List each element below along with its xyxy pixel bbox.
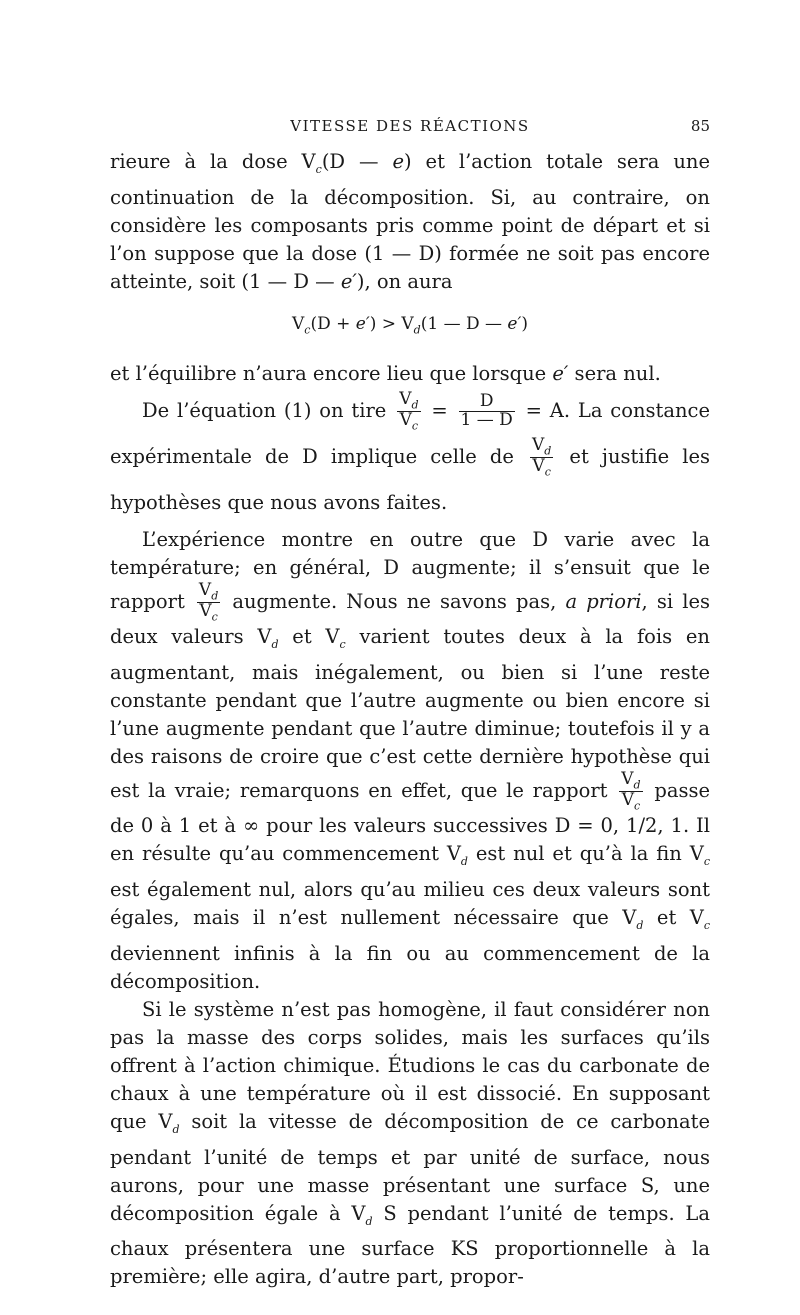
page-body — [110, 148, 710, 1291]
running-header — [110, 117, 710, 139]
fraction-vd-vc: $\frac{V_d}{V_c}$ — [531, 435, 552, 479]
paragraph-5: Si le système n’est pas homogène, il faut considérer non pas la masse des corps solides, mais les surfaces qu’ils offrent à l’action chimique. Étudions le cas du carbonate de chaux à une température où il est dissocié. En supposant que $V_d$ soit la vitesse de décomposition de ce carbonate pendant l’unité de temps et par unité de surface, nous aurons, pour une masse présentant une surface S, une décomposition égale à $V_d$ S pendant l’unité de temps. La chaux présentera une surface KS proportionnelle à la première; elle agira, d’autre part, propor- — [110, 997, 710, 1289]
paragraph-4: L’expérience montre en outre que D varie avec la température; en général, D augmente; il s’ensuit que le rapport $\frac{V_d}{V_c}$ augmente. Nous ne savons pas, a priori, si les deux valeurs $V_d$ et $V_c$ varient toutes deux à la fois en augmentant, mais inégalement, ou bien si l’une reste constante pendant que l’autre augmente ou bien encore si l’une augmente pendant que l’autre diminue; toutefois il y a des raisons de croire que c’est cette dernière hypothèse qui est la vraie; remarquons en effet, que le rapport $\frac{V_d}{V_c}$ passe de 0 à 1 et à ∞ pour les valeurs successives D = 0, 1/2, 1. Il en résulte qu’au commencement $V_d$ est nul et qu’à la fin $V_c$ est également nul, alors qu’au milieu ces deux valeurs sont égales, mais il n’est nullement nécessaire que $V_d$ et $V_c$ deviennent infinis à la fin ou au commencement de la décomposition. — [110, 528, 711, 993]
fraction-d-over-1-minus-d: $\frac{D}{1 — D}$ — [460, 391, 513, 431]
running-title: VITESSE DES RÉACTIONS — [290, 117, 530, 135]
fraction-vd-vc: $\frac{V_d}{V_c}$ — [621, 769, 641, 813]
fraction-vd-vc: $\frac{V_d}{V_c}$ — [399, 389, 419, 433]
equation-inequality: $V_c(D + e') > V_d(1$ — D — e′) — [292, 313, 528, 337]
paragraph-3: De l’équation (1) on tire $\frac{V_d}{V_c}$ = $\frac{D}{1 — D}$ = A. La constance expérimentale de D implique celle de $\frac{V_d}{V_c}$ et justifie les hypothèses que nous avons faites. — [110, 389, 711, 515]
paragraph-2: et l’équilibre n’aura encore lieu que lorsque e′ sera nul. — [110, 362, 661, 386]
page-number: 85 — [690, 117, 710, 135]
paragraph-1: rieure à la dose $V_c(D$ — e) et l’action totale sera une continuation de la décomposition. Si, au contraire, on considère les composants pris comme point de départ et si l’on suppose que la dose (1 — D) formée ne soit pas encore atteinte, soit (1 — D — e′), on aura — [110, 150, 711, 293]
fraction-vd-vc: $\frac{V_d}{V_c}$ — [198, 580, 219, 624]
